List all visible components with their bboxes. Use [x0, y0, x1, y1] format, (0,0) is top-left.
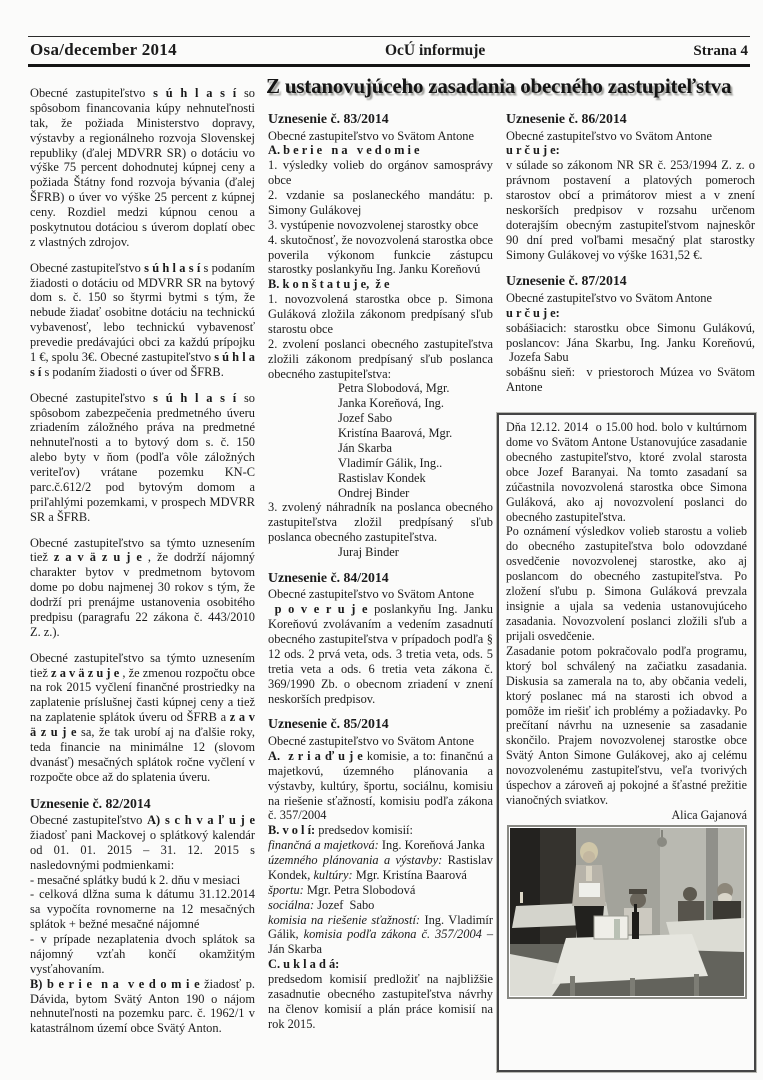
resolution-paragraph: v súlade so zákonom NR SR č. 253/1994 Z. z. o právnom postavení a platových pomeroch starostov obcí a primátorov miest a v znení neskorších predpisov v rozsahu určenom doterajším obecným zastupiteľstvom najneskôr 90 dní pred voľbami mesačný plat starostky Simony Gulákovej vo výške 1631,52 €. — [506, 158, 755, 262]
resolution-heading-85: Uznesenie č. 85/2014 — [268, 716, 389, 732]
resolution-paragraph: Obecné zastupiteľstvo s ú h l a s í s podaním žiadosti o dotáciu od MDVRR SR na bytový dom s. č. 150 so štyrmi bytmi s tým, že nebude žiadať osobitne dotáciu na technickú vybavenosť, lebo technickú vybavenosť prevedie predávajúci obci za každú prípojku 1 €, spolu 3€. Obecné zastupiteľstvo s ú h l a s í s podaním žiadosti o úver od ŠFRB. — [30, 260, 256, 379]
resolution-paragraph: sobášnu sieň: v priestoroch Múzea vo Svätom Antone — [506, 365, 755, 395]
resolution-paragraph: Obecné zastupiteľstvo sa týmto uznesením tiež z a v ä z u j e , že dodrží nájomný charakter bytov v predmetnom bytovom dome po dobu najmenej 30 rokov s tým, že dodrží pri prenájme ustanovenia osobitého predpisu (paragrafu 22 zákona č. 443/2010 Z. z.). — [30, 535, 255, 639]
resolution-heading-82: Uznesenie č. 82/2014 — [30, 795, 151, 811]
resolution-item: 3. zvolený náhradník na poslanca obecného zastupiteľstva zložil predpísaný sľub poslanca obecného zastupiteľstva. — [268, 500, 493, 545]
resolution-subtitle: Obecné zastupiteľstvo vo Svätom Antone — [506, 290, 712, 305]
resolution-clause-label: B. k o n š t a t u j e, ž e — [268, 277, 390, 292]
resolution-paragraph: Obecné zastupiteľstvo s ú h l a s í so spôsobom zabezpečenia predmetného úveru zriadením záložného práva na predmetné nehnuteľnosti a to bytový dom s. č. 150 alebo byty v ňom (podľa vôle záložných veriteľov) vrátane pozemku KN-C parc.č.612/2 pod bytovým domom a priľahlými pozemkami, v prospech MDVRR SR a ŠFRB. — [30, 390, 256, 524]
condition-item: - mesačné splátky budú k 2. dňu v mesiaci — [30, 872, 241, 887]
member-name: Petra Slobodová, Mgr. — [338, 381, 450, 396]
resolution-paragraph: Obecné zastupiteľstvo A) s c h v a ľ u j e žiadosť pani Mackovej o splátkový kalendár od 01. 01. 2015 – 31. 12. 2015 s nasledovnými podmienkami: — [30, 813, 255, 872]
member-name: Rastislav Kondek — [338, 470, 426, 485]
masthead — [28, 36, 750, 67]
resolution-subtitle: Obecné zastupiteľstvo vo Svätom Antone — [268, 587, 474, 602]
resolution-item: 2. zvolení poslanci obecného zastupiteľstva zložili zákonom predpísaný sľub poslanca obecného zastupiteľstva: — [268, 336, 493, 381]
condition-item: - celková dlžna suma k dátumu 31.12.2014 sa vypočíta rovnomerne na 12 mesačných splátok + bežné mesačné nájomné — [30, 887, 255, 932]
resolution-paragraph: predsedom komisií predložiť na najbližšie zasadnutie obecného zastupiteľstva návrhy na členov komisií a plán práce komisií na rok 2015. — [268, 972, 493, 1031]
boxed-article — [497, 413, 756, 1072]
member-name: Vladimír Gálik, Ing.. — [338, 455, 443, 470]
member-name: Janka Koreňová, Ing. — [338, 396, 444, 411]
resolution-subtitle: Obecné zastupiteľstvo vo Svätom Antone — [268, 734, 474, 749]
resolution-clause-label: u r č u j e: — [506, 305, 560, 320]
article-byline: Alica Gajanová — [671, 807, 747, 822]
resolution-item: 3. vystúpenie novozvolenej starostky obce — [268, 217, 479, 232]
right-column — [506, 111, 755, 395]
newspaper-issue-title: Osa/december 2014 — [30, 40, 177, 59]
section-title: OcÚ informuje — [385, 42, 486, 59]
member-name: Kristína Baarová, Mgr. — [338, 426, 453, 441]
resolution-item: 1. výsledky volieb do orgánov samosprávy obce — [268, 158, 493, 188]
meeting-photo-image — [510, 828, 744, 996]
resolution-item: 1. novozvolená starostka obce p. Simona Guláková zložila zákonom predpísaný sľub starostu obce — [268, 292, 493, 336]
middle-column — [268, 111, 493, 1032]
resolution-paragraph: Obecné zastupiteľstvo s ú h l a s í so spôsobom financovania kúpy nehnuteľnosti tak, že požiada Ministerstvo dopravy, výstavby a regionálneho rozvoja Slovenskej republiky (ďalej MDVRR SR) o dotáciu vo výške 75 percent dohodnutej kúpnej ceny a požiada Štátny fond rozvoja bývania (ďalej ŠFRB) o úver vo výške 25 percent z kúpnej ceny. Rozdiel medzi kúpnou cenou a poskytnutou dotáciou s úverom doplatí obec z vlastných zdrojov. — [30, 86, 256, 249]
resolution-heading-87: Uznesenie č. 87/2014 — [506, 273, 627, 289]
member-name: Jozef Sabo — [338, 411, 393, 426]
committee-chair: športu: Mgr. Petra Slobodová — [268, 882, 416, 897]
resolution-heading-86: Uznesenie č. 86/2014 — [506, 111, 627, 126]
resolution-clause-label: A. b e r i e n a v e d o m i e — [268, 143, 420, 158]
committee-chair: sociálna: Jozef Sabo — [268, 897, 375, 912]
resolution-heading-84: Uznesenie č. 84/2014 — [268, 569, 389, 585]
resolution-item: 2. vzdanie sa poslaneckého mandátu: p. Simony Gulákovej — [268, 188, 493, 217]
article-headline: Z ustanovujúceho zasadania obecného zastupiteľstva — [266, 74, 732, 98]
page-number: Strana 4 — [693, 43, 748, 59]
resolution-paragraph: B) b e r i e n a v e d o m i e žiadosť p. Dávida, bytom Svätý Anton 190 o nájom nehnuteľnosti na pozemku parc. č. 1962/1 v katastrálnom území obce Svätý Anton. — [30, 976, 255, 1036]
committee-chair: komisia na riešenie sťažností: Ing. Vladimír Gálik, komisia podľa zákona č. 357/2004 – Ján Skarba — [268, 912, 494, 957]
committee-chair: finančná a majetková: Ing. Koreňová Janka — [268, 838, 485, 853]
resolution-paragraph: p o v e r u j e poslankyňu Ing. Janku Koreňovú zvolávaním a vedením zasadnutí obecného zastupiteľstva v prípadoch podľa § 12 ods. 2 prvá veta, ods. 3 tretia veta, ods. 5 tretia veta a ods. 6 tretia veta zákona č. 369/1990 Zb. o obecnom zriadení v znení neskorších predpisov. — [268, 602, 493, 706]
resolution-subtitle: Obecné zastupiteľstvo vo Svätom Antone — [506, 128, 712, 143]
resolution-clause-label: C. u k l a d á: — [268, 957, 340, 972]
meeting-photo — [507, 825, 747, 999]
resolution-heading-83: Uznesenie č. 83/2014 — [268, 111, 389, 126]
resolution-clause-label: u r č u j e: — [506, 143, 560, 158]
resolution-item: 4. skutočnosť, že novozvolená starostka obce poverila výkonom funkcie zástupcu starostky poslankyňu Ing. Janku Koreňovú — [268, 232, 493, 277]
resolution-subtitle: Obecné zastupiteľstvo vo Svätom Antone — [268, 128, 474, 143]
condition-item: - v prípade nezaplatenia dvoch splátok sa nájomný vzťah končí okamžitým vysťahovaním. — [30, 932, 255, 976]
article-paragraph: Zasadanie potom pokračovalo podľa programu, ktorý bol schválený na začiatku zasadania. Diskusia sa zamerala na to, aby občania vedeli, ktorý poslanec má na starosti ich obvod a pomôže im riešiť ich problémy a požiadavky. Po prečítaní návrhu na uznesenie sa zasadanie skončilo. Prajem novozvolenej starostke obce Svätý Anton Simone Gulákovej, ako aj celému novozvolenému zastupiteľstvu, veľa tvorivých úspechov a zároveň aj pokojné a šťastné prežitie vianočných sviatkov. — [506, 643, 747, 808]
article-paragraph: Po oznámení výsledkov volieb starostu a volieb do obecného zastupiteľstva bolo odovzdané osvedčenie novozvolenej starostke, ako aj poslancom do obecného zastupiteľstva. Po zložení sľubu p. Simona Guláková prevzala insignie a ujala sa vedenia ustanovujúceho zasadania. Novozvolení poslanci zložili sľub a prijali osvedčenie. — [506, 524, 747, 643]
resolution-paragraph: sobášiacich: starostku obce Simonu Gulákovú, poslancov: Jána Skarbu, Ing. Janku Koreňovú, Jozefa Sabu — [506, 320, 755, 365]
council-members-list — [268, 381, 493, 500]
resolution-paragraph: Obecné zastupiteľstvo sa týmto uznesením tiež z a v ä z u j e , že zmenou rozpočtu obce na rok 2015 vyčlení finančné prostriedky na zaplatenie príslušnej časti kúpnej ceny a tiež na zaplatenie splátok úveru od ŠFRB a z a v ä z u j e sa, že tak urobí aj na ďalšie roky, teda financie na minimálne 12 (slovom dvanásť) mesačných splátok ročne vyčlení v rozpočte obce až do splatenia úveru. — [30, 650, 256, 784]
committee-chair: územného plánovania a výstavby: Rastislav Kondek, kultúry: Mgr. Kristína Baarová — [268, 853, 494, 882]
resolution-clause-label: B. v o l í: predsedov komisií: — [268, 823, 413, 838]
member-name: Ján Skarba — [338, 440, 393, 455]
article-paragraph: Dňa 12.12. 2014 o 15.00 hod. bolo v kultúrnom dome vo Svätom Antone Ustanovujúce zasadanie obecného zastupiteľstvo, ktoré zvolal starosta obce Jozef Baranyai. Na tomto zasadaní sa zúčastnila novozvolená starostka obce Simona Guláková, ako aj novozvolení poslanci do obecného zastupiteľstva. — [506, 420, 747, 524]
left-column — [30, 86, 255, 1036]
resolution-paragraph: A. z r i a ď u j e komisie, a to: finančnú a majetkovú, územného plánovania a výstavby, kultúry, športu, sociálnu, komisiu na riešenie sťažností, komisiu podľa zákona č. 357/2004 — [268, 748, 493, 823]
member-name: Ondrej Binder — [338, 485, 410, 500]
substitute-member-name: Juraj Binder — [338, 545, 399, 560]
